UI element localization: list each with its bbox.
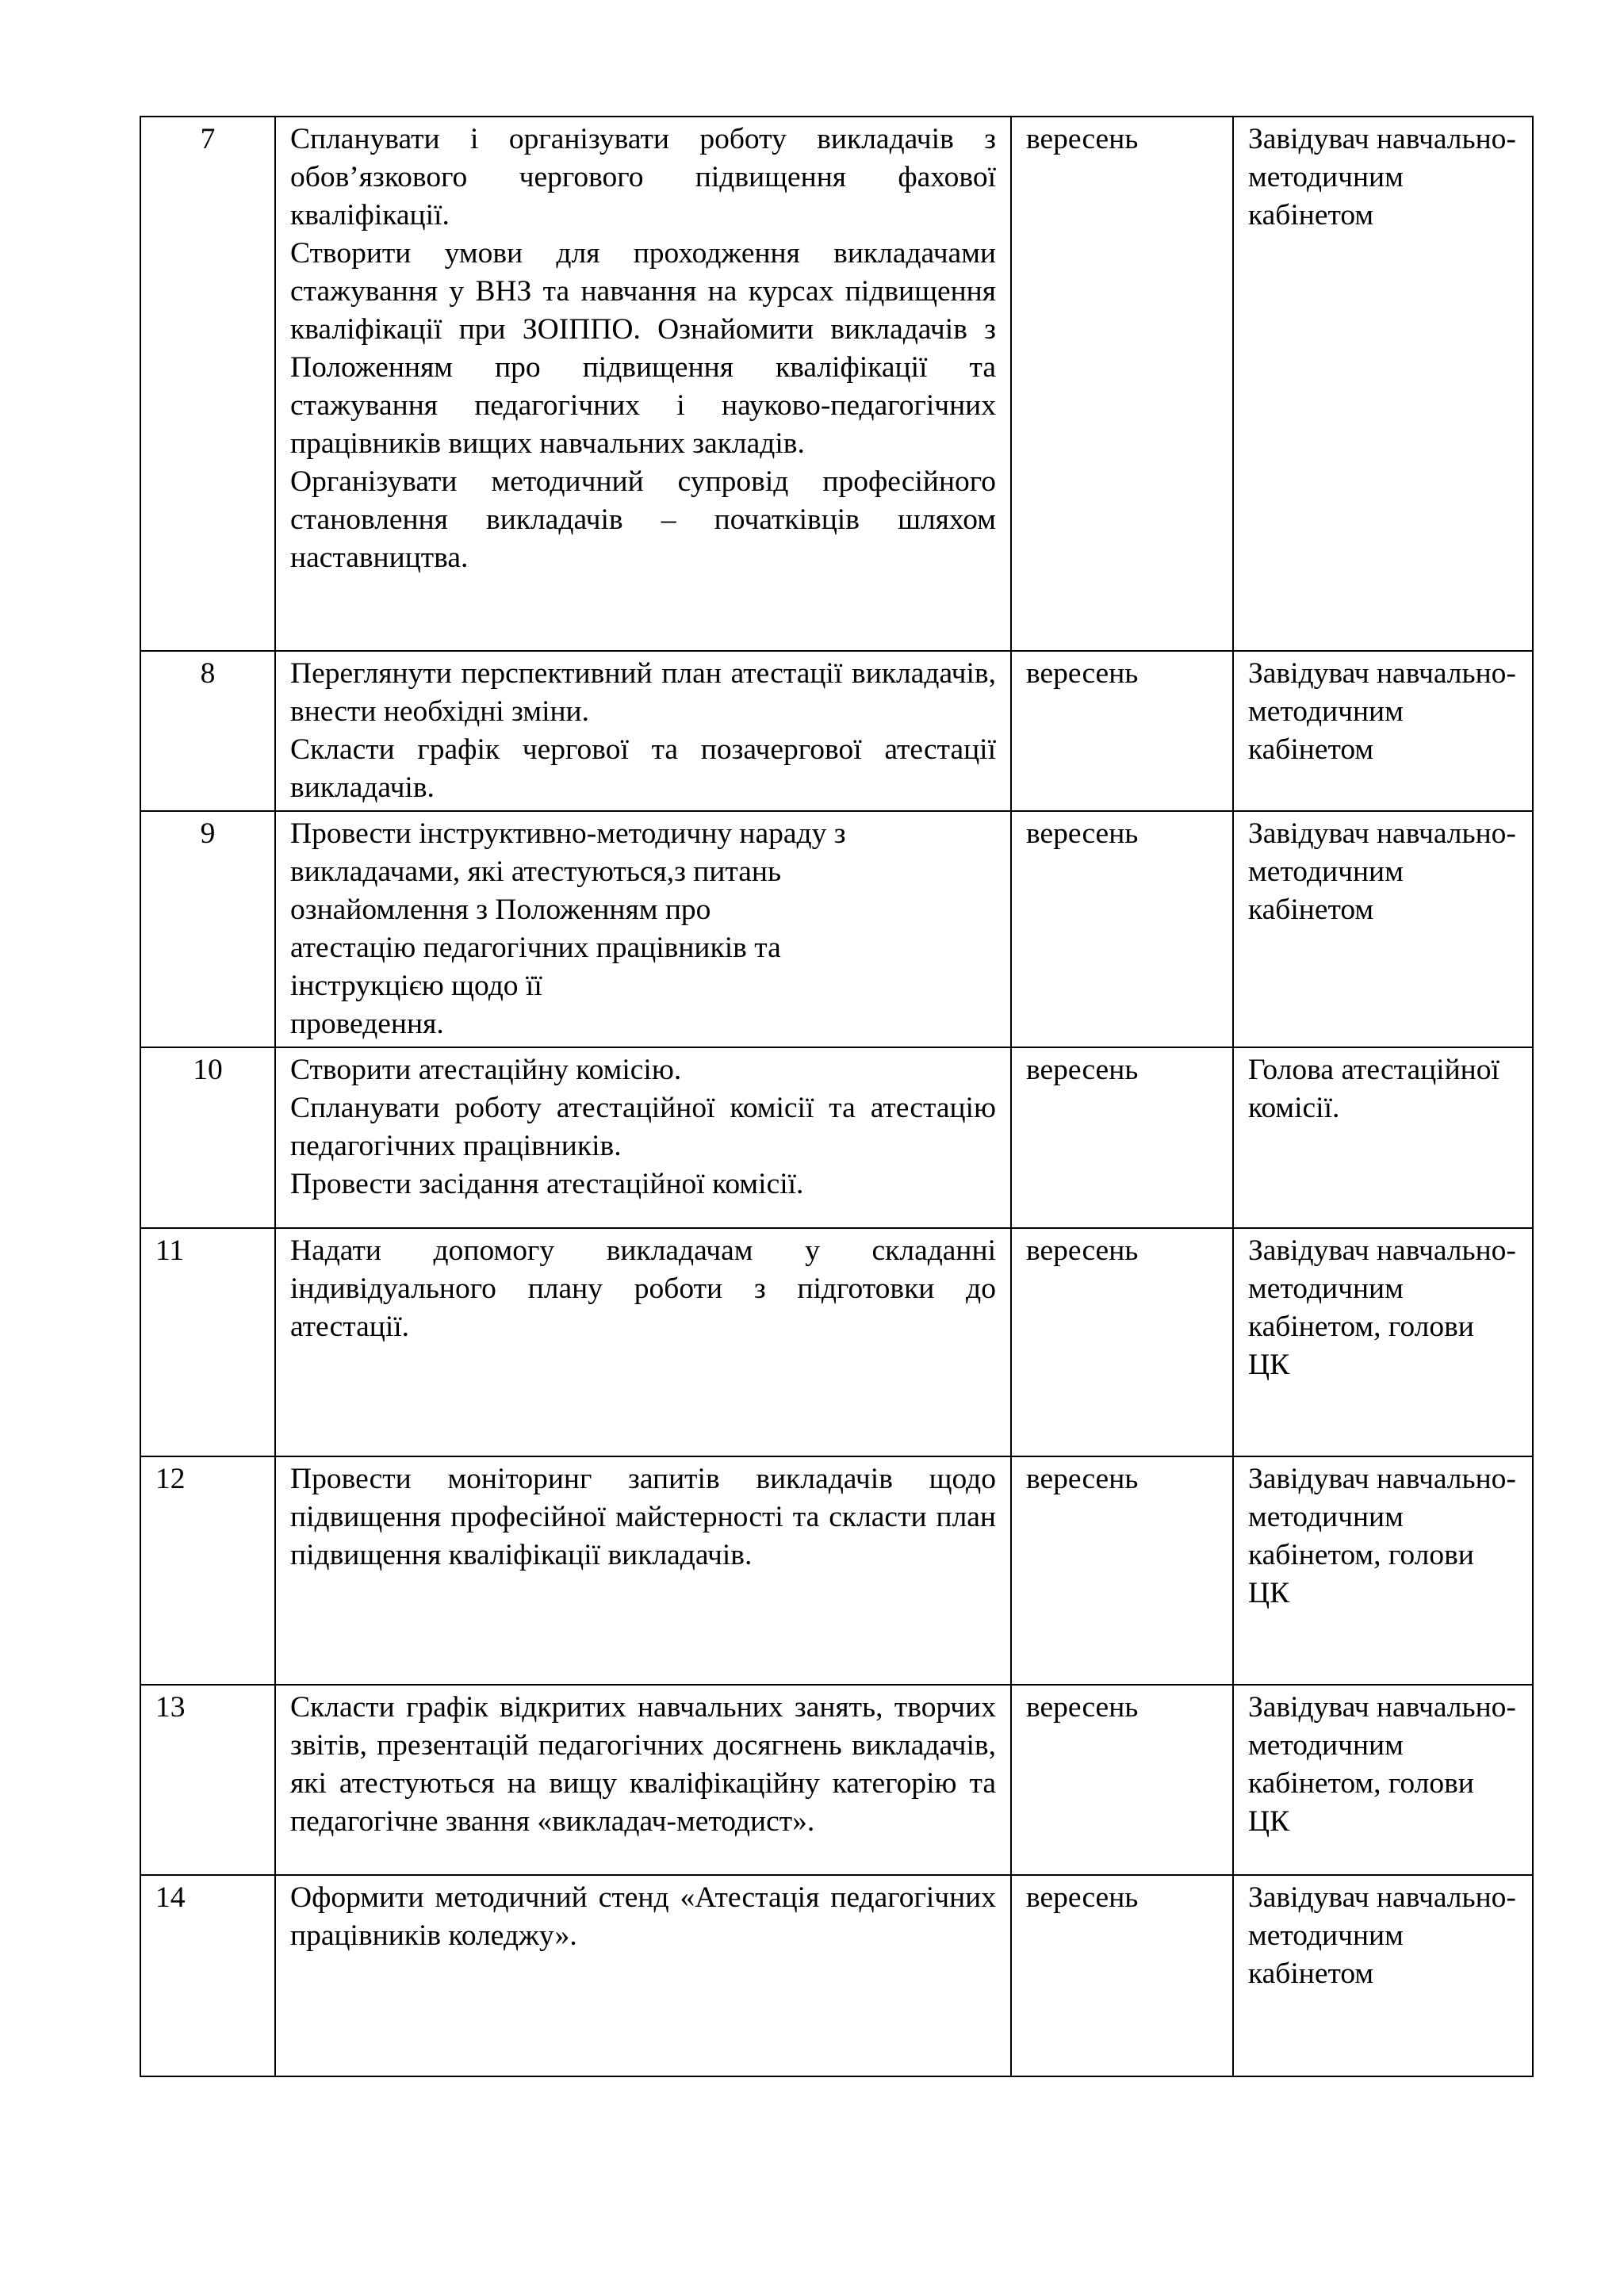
task-text: Спланувати роботу атестаційної комісії та атестацію педагогічних працівників. xyxy=(290,1092,996,1162)
task-text: Спланувати і організувати роботу викладачів з обов’язкового чергового підвищення фахової кваліфікації. xyxy=(290,123,996,232)
table-row xyxy=(140,1228,1533,1456)
task-text: Провести засідання атестаційної комісії. xyxy=(290,1168,804,1200)
task-text: Створити атестаційну комісію. xyxy=(290,1054,682,1086)
term-cell: вересень xyxy=(1011,1685,1233,1875)
term-cell: вересень xyxy=(1011,1456,1233,1685)
row-number: 9 xyxy=(140,811,275,1047)
task-text: Скласти графік чергової та позачергової атестації викладачів. xyxy=(290,733,996,804)
term-cell: вересень xyxy=(1011,651,1233,811)
task-cell xyxy=(275,1228,1011,1456)
row-number: 7 xyxy=(140,117,275,651)
task-text: інструкцією щодо її xyxy=(290,970,542,1002)
table-row xyxy=(140,811,1533,1047)
term-cell: вересень xyxy=(1011,811,1233,1047)
table-row xyxy=(140,1685,1533,1875)
work-plan-table xyxy=(140,116,1534,2077)
responsible-cell: Голова атестаційної комісії. xyxy=(1233,1047,1533,1228)
table-row xyxy=(140,117,1533,651)
task-cell xyxy=(275,1456,1011,1685)
task-text: Створити умови для проходження викладачами стажування у ВНЗ та навчання на курсах підвищення кваліфікації при ЗОІППО. Ознайомити викладачів з Положенням про підвищення кваліфікації та стажування педагогічних і науково-педагогічних працівників вищих навчальних закладів. xyxy=(290,237,996,460)
responsible-cell: Завідувач навчально-методичним кабінетом, голови ЦК xyxy=(1233,1685,1533,1875)
task-text: Організувати методичний супровід професійного становлення викладачів – початківців шляхом наставництва. xyxy=(290,465,996,574)
table-row xyxy=(140,1456,1533,1685)
table-row xyxy=(140,651,1533,811)
row-number: 11 xyxy=(140,1228,275,1456)
table-row xyxy=(140,1875,1533,2076)
task-cell xyxy=(275,651,1011,811)
responsible-cell: Завідувач навчально-методичним кабінетом xyxy=(1233,651,1533,811)
row-number: 14 xyxy=(140,1875,275,2076)
row-number: 8 xyxy=(140,651,275,811)
table-row xyxy=(140,1047,1533,1228)
task-text: проведення. xyxy=(290,1008,444,1040)
task-text: атестацію педагогічних працівників та xyxy=(290,932,781,964)
task-text: Переглянути перспективний план атестації викладачів, внести необхідні зміни. xyxy=(290,657,996,728)
task-text: Провести моніторинг запитів викладачів щодо підвищення професійної майстерності та скласти план підвищення кваліфікації викладачів. xyxy=(290,1463,996,1571)
responsible-cell: Завідувач навчально-методичним кабінетом xyxy=(1233,811,1533,1047)
term-cell: вересень xyxy=(1011,1047,1233,1228)
responsible-cell: Завідувач навчально-методичним кабінетом, голови ЦК xyxy=(1233,1456,1533,1685)
task-cell xyxy=(275,1875,1011,2076)
responsible-cell: Завідувач навчально-методичним кабінетом, голови ЦК xyxy=(1233,1228,1533,1456)
task-text: Оформити методичний стенд «Атестація педагогічних працівників коледжу». xyxy=(290,1881,996,1952)
task-text: ознайомлення з Положенням про xyxy=(290,894,711,926)
task-text: Провести інструктивно-методичну нараду з xyxy=(290,817,846,850)
task-cell xyxy=(275,811,1011,1047)
row-number: 10 xyxy=(140,1047,275,1228)
task-text: викладачами, які атестуються,з питань xyxy=(290,855,782,888)
responsible-cell: Завідувач навчально-методичним кабінетом xyxy=(1233,117,1533,651)
task-cell xyxy=(275,1047,1011,1228)
task-text: Скласти графік відкритих навчальних занять, творчих звітів, презентацій педагогічних досягнень викладачів, які атестуються на вищу кваліфікаційну категорію та педагогічне звання «викладач-методист». xyxy=(290,1691,996,1838)
task-cell xyxy=(275,117,1011,651)
responsible-cell: Завідувач навчально-методичним кабінетом xyxy=(1233,1875,1533,2076)
task-text: Надати допомогу викладачам у складанні індивідуального плану роботи з підготовки до атестації. xyxy=(290,1234,996,1343)
term-cell: вересень xyxy=(1011,1875,1233,2076)
row-number: 13 xyxy=(140,1685,275,1875)
row-number: 12 xyxy=(140,1456,275,1685)
term-cell: вересень xyxy=(1011,1228,1233,1456)
task-cell xyxy=(275,1685,1011,1875)
term-cell: вересень xyxy=(1011,117,1233,651)
